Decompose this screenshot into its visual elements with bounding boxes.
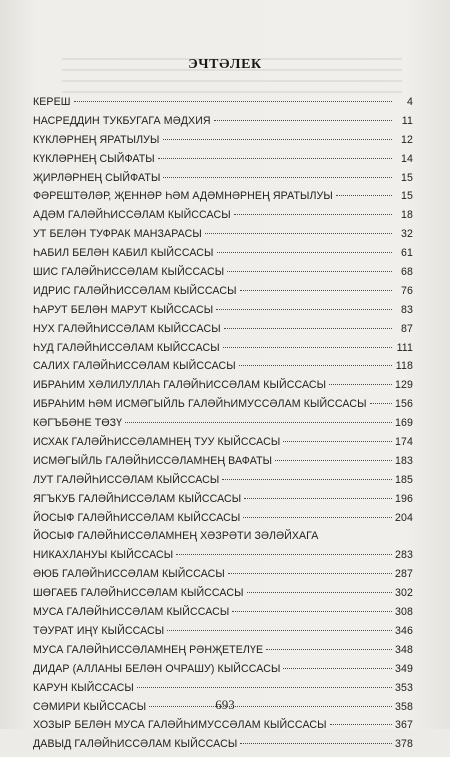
toc-entry bbox=[33, 493, 413, 512]
toc-entry bbox=[33, 342, 413, 361]
toc-entry-title: ДАВЫД ГАЛӘЙҺИССӘЛАМ КЫЙССАСЫ bbox=[33, 738, 238, 751]
dot-leader bbox=[176, 554, 392, 555]
dot-leader bbox=[228, 573, 392, 574]
toc-entry-title: ШӨГАЕБ ГАЛӘЙҺИССӘЛАМ КЫЙССАСЫ bbox=[33, 587, 244, 600]
toc-entry-page: 15 bbox=[401, 190, 413, 203]
toc-entry bbox=[33, 455, 413, 474]
toc-entry-title: ҖИРЛӘРНЕҢ СЫЙФАТЫ bbox=[33, 171, 161, 184]
dot-leader bbox=[137, 687, 392, 688]
toc-entry-title: ДИДАР (АЛЛАНЫ БЕЛӘН ОЧРАШУ) КЫЙССАСЫ bbox=[33, 662, 281, 675]
toc-entry bbox=[33, 663, 413, 682]
toc-entry-page: 283 bbox=[395, 549, 413, 562]
dot-leader bbox=[329, 384, 392, 385]
toc-entry-title: ХОЗЫР БЕЛӘН МУСА ГАЛӘЙҺИМУССӘЛАМ КЫЙССАСЫ bbox=[33, 719, 327, 732]
toc-entry-title: НУХ ГАЛӘЙҺИССӘЛАМ КЫЙССАСЫ bbox=[33, 322, 221, 335]
dot-leader bbox=[330, 724, 392, 725]
toc-entry bbox=[33, 587, 413, 606]
toc-entry bbox=[33, 512, 413, 531]
toc-entry-page: 76 bbox=[401, 284, 413, 297]
dot-leader bbox=[239, 365, 392, 366]
toc-entry-title: ЛУТ ГАЛӘЙҺИССӘЛАМ КЫЙССАСЫ bbox=[33, 473, 220, 486]
toc-entry-page: 14 bbox=[401, 152, 413, 165]
toc-entry-title: КҮКЛӘРНЕҢ СЫЙФАТЫ bbox=[33, 152, 155, 165]
dot-leader bbox=[216, 309, 392, 310]
toc-entry bbox=[33, 417, 413, 436]
dot-leader bbox=[232, 611, 392, 612]
toc-entry-title: ИСМӘГЫЙЛЬ ГАЛӘЙҺИССӘЛАМНЕҢ ВАФАТЫ bbox=[33, 454, 273, 467]
toc-entry bbox=[33, 115, 413, 134]
toc-entry bbox=[33, 247, 413, 266]
toc-entry-page: 348 bbox=[395, 643, 413, 656]
toc-entry bbox=[33, 360, 413, 379]
dot-leader bbox=[158, 158, 392, 159]
dot-leader bbox=[74, 101, 392, 102]
toc-entry-page: 367 bbox=[395, 719, 413, 732]
toc-entry bbox=[33, 323, 413, 342]
dot-leader bbox=[240, 290, 392, 291]
toc-entry-page: 185 bbox=[395, 473, 413, 486]
toc-entry-page: 18 bbox=[401, 209, 413, 222]
toc-entry-title: НАСРЕДДИН ТУКБУГАГА МӘДХИЯ bbox=[33, 114, 211, 127]
dot-leader bbox=[336, 195, 392, 196]
toc-entry-page: 87 bbox=[401, 322, 413, 335]
toc-entry-page: 349 bbox=[395, 662, 413, 675]
toc-entry-title: АДӘМ ГАЛӘЙҺИССӘЛАМ КЫЙССАСЫ bbox=[33, 209, 231, 222]
toc-entry-title: КЕРЕШ bbox=[33, 96, 71, 108]
dot-leader bbox=[125, 422, 392, 423]
dot-leader bbox=[370, 403, 392, 404]
toc-entry-title: КӘГЪБӘНЕ ТӨЗҮ bbox=[33, 417, 123, 430]
toc-entry bbox=[33, 285, 413, 304]
dot-leader bbox=[222, 479, 392, 480]
toc-entry-page: 118 bbox=[395, 360, 413, 373]
toc-entry-title: ТӘУРАТ ИҢҮ КЫЙССАСЫ bbox=[33, 624, 165, 637]
dot-leader bbox=[205, 233, 392, 234]
toc-entry bbox=[33, 398, 413, 417]
toc-entry bbox=[33, 379, 413, 398]
dot-leader bbox=[163, 139, 393, 140]
dot-leader bbox=[283, 441, 392, 442]
toc-entry-title: ИДРИС ГАЛӘЙҺИССӘЛАМ КЫЙССАСЫ bbox=[33, 284, 237, 297]
toc-entry-page: 358 bbox=[395, 700, 413, 713]
toc-entry-page: 61 bbox=[401, 247, 413, 260]
toc-entry-page: 346 bbox=[395, 624, 413, 637]
toc-entry-title: УТ БЕЛӘН ТУФРАК МАНЗАРАСЫ bbox=[33, 228, 202, 241]
dot-leader bbox=[234, 214, 392, 215]
dot-leader bbox=[223, 347, 392, 348]
toc-entry-page: 11 bbox=[401, 114, 413, 127]
toc-entry bbox=[33, 738, 413, 757]
toc-entry-title: ҺАБИЛ БЕЛӘН КАБИЛ КЫЙССАСЫ bbox=[33, 247, 214, 260]
dot-leader bbox=[214, 120, 392, 121]
toc-entry-page: 111 bbox=[396, 341, 413, 354]
dot-leader bbox=[167, 630, 392, 631]
toc-entry-page: 15 bbox=[401, 171, 413, 184]
toc-entry-page: 12 bbox=[401, 133, 413, 146]
dot-leader bbox=[240, 743, 392, 744]
toc-entry-page: 174 bbox=[395, 436, 413, 449]
toc-entry bbox=[33, 134, 413, 153]
toc-entry bbox=[33, 549, 413, 568]
toc-entry bbox=[33, 209, 413, 228]
toc-entry-page: 196 bbox=[395, 492, 413, 505]
toc-entry-title: МУСА ГАЛӘЙҺИССӘЛАМНЕҢ РӘНҖЕТЕЛҮЕ bbox=[33, 643, 264, 656]
toc-entry-title: ИСХАК ГАЛӘЙҺИССӘЛАМНЕҢ ТУУ КЫЙССАСЫ bbox=[33, 436, 281, 449]
toc-entry bbox=[33, 436, 413, 455]
contents-heading: ЭЧТӘЛЕК bbox=[188, 57, 262, 72]
toc-entry bbox=[33, 530, 413, 549]
toc-entry-page: 83 bbox=[401, 303, 413, 316]
toc-entry bbox=[33, 474, 413, 493]
toc-entry bbox=[33, 228, 413, 247]
dot-leader bbox=[275, 460, 392, 461]
toc-entry bbox=[33, 606, 413, 625]
dot-leader bbox=[247, 592, 392, 593]
toc-entry-title: ФӘРЕШТӘЛӘР, ҖЕННӘР ҺӘМ АДӘМНӘРНЕҢ ЯРАТЫЛУЫ bbox=[33, 190, 333, 203]
toc-entry-page: 287 bbox=[395, 568, 413, 581]
toc-entry-page: 32 bbox=[401, 228, 413, 241]
toc-entry-title: СӘМИРИ КЫЙССАСЫ bbox=[33, 700, 147, 713]
toc-entry-page: 156 bbox=[395, 398, 413, 411]
toc-entry-page: 68 bbox=[401, 266, 413, 279]
toc-entry-title: КАРУН КЫЙССАСЫ bbox=[33, 681, 134, 694]
toc-entry-title: ИБРАҺИМ ХӘЛИЛУЛЛАҺ ГАЛӘЙҺИССӘЛАМ КЫЙССАСЫ bbox=[33, 379, 327, 392]
dot-leader bbox=[243, 517, 392, 518]
toc-entry-page: 353 bbox=[395, 681, 413, 694]
toc-entry-title: ҺАРУТ БЕЛӘН МАРУТ КЫЙССАСЫ bbox=[33, 303, 214, 316]
toc-entry bbox=[33, 304, 413, 323]
toc-entry-title: ЙОСЫФ ГАЛӘЙҺИССӘЛАМНЕҢ ХӘЗРӘТИ ЗӘЛӘЙХАГА bbox=[33, 530, 319, 543]
dot-leader bbox=[217, 252, 392, 253]
toc-entry-title: КҮКЛӘРНЕҢ ЯРАТЫЛУЫ bbox=[33, 133, 160, 146]
toc-entry bbox=[33, 266, 413, 285]
toc-entry-title: ЙОСЫФ ГАЛӘЙҺИССӘЛАМ КЫЙССАСЫ bbox=[33, 511, 241, 524]
toc-entry-title: ШИС ГАЛӘЙҺИССӘЛАМ КЫЙССАСЫ bbox=[33, 266, 225, 279]
dot-leader bbox=[224, 328, 392, 329]
toc-entry bbox=[33, 644, 413, 663]
dot-leader bbox=[266, 649, 392, 650]
toc-entry-title: ИБРАҺИМ ҺӘМ ИСМӘГЫЙЛЬ ГАЛӘЙҺИМУССӘЛАМ КЫЙССАСЫ bbox=[33, 398, 367, 411]
toc-entry-page: 378 bbox=[395, 738, 413, 751]
toc-entry-page: 183 bbox=[395, 454, 413, 467]
page-number: 693 bbox=[215, 697, 235, 712]
toc-entry-title: НИКАХЛАНУЫ КЫЙССАСЫ bbox=[33, 549, 174, 562]
toc-entry-page: 302 bbox=[395, 587, 413, 600]
toc-entry-page: 169 bbox=[395, 417, 413, 430]
toc-entry-title: ЯГЪКУБ ГАЛӘЙҺИССӘЛАМ КЫЙССАСЫ bbox=[33, 492, 242, 505]
toc-entry bbox=[33, 153, 413, 172]
toc-entry bbox=[33, 568, 413, 587]
dot-leader bbox=[244, 498, 392, 499]
toc-entry-title: МУСА ГАЛӘЙҺИССӘЛАМ КЫЙССАСЫ bbox=[33, 606, 230, 619]
dot-leader bbox=[163, 177, 392, 178]
toc-entry-title: САЛИХ ГАЛӘЙҺИССӘЛАМ КЫЙССАСЫ bbox=[33, 360, 236, 373]
toc-entry bbox=[33, 190, 413, 209]
toc-entry-title: ҺУД ГАЛӘЙҺИССӘЛАМ КЫЙССАСЫ bbox=[33, 341, 220, 354]
toc-entry bbox=[33, 96, 413, 115]
toc-entry-page: 129 bbox=[395, 379, 413, 392]
dot-leader bbox=[227, 271, 392, 272]
toc-entry-title: ӘЮБ ГАЛӘЙҺИССӘЛАМ КЫЙССАСЫ bbox=[33, 568, 225, 581]
toc-entry-page: 204 bbox=[395, 511, 413, 524]
toc-entry bbox=[33, 172, 413, 191]
table-of-contents bbox=[33, 96, 413, 757]
toc-entry bbox=[33, 625, 413, 644]
toc-entry-page: 308 bbox=[395, 606, 413, 619]
toc-entry-page: 4 bbox=[407, 96, 413, 108]
dot-leader bbox=[283, 668, 392, 669]
